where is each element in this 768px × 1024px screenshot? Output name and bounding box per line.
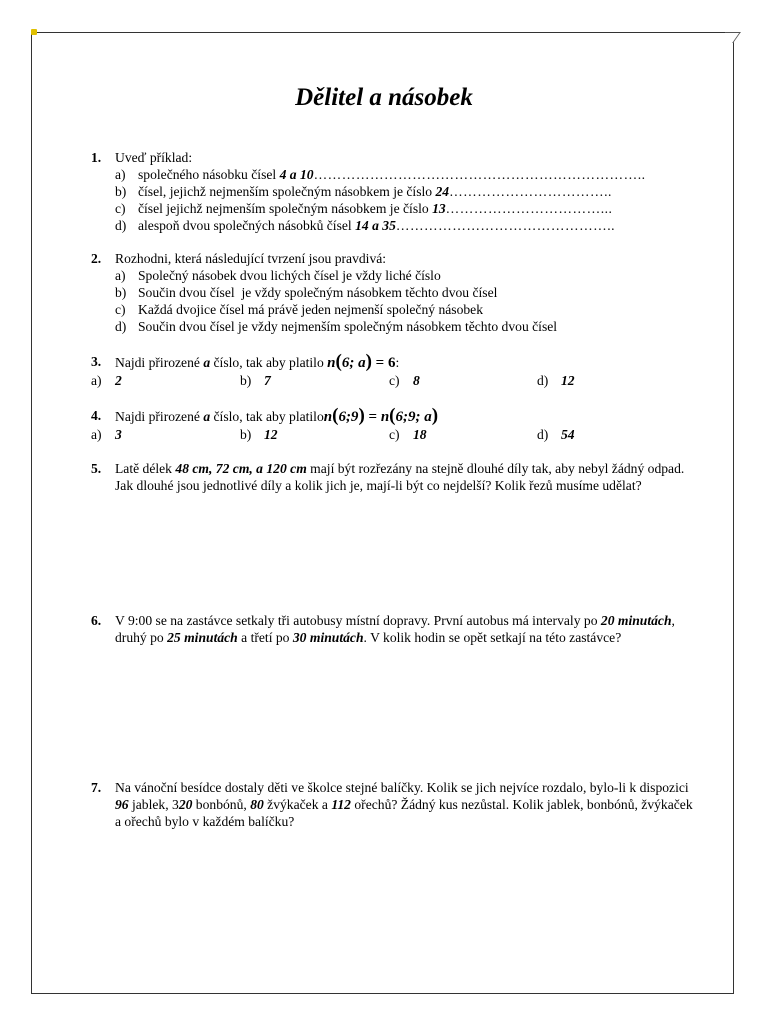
- formula: n(6;9) = n(6;9; a): [323, 405, 439, 426]
- question-text: Najdi přirozené a číslo, tak aby platilon(6;9) = n(6;9; a): [115, 405, 439, 426]
- option-a: a) Společný násobek dvou lichých čísel je vždy liché číslo: [115, 268, 441, 283]
- answer-b: b) 12: [240, 427, 278, 442]
- answer-a: a) 3: [91, 427, 122, 442]
- question-text: Rozhodni, která následující tvrzení jsou pravdivá:: [115, 251, 387, 266]
- answer-d: d) 12: [537, 373, 575, 388]
- question-text: Na vánoční besídce dostaly děti ve školce stejné balíčky. Kolik se jich nejvíce rozdalo, bylo-li k dispozici 96 jablek, 320 bonbónů, 80 žvýkaček a 112 ořechů? Žádný kus nezůstal. Kolik jablek, bonbónů, žvýkaček a ořechů bylo v každém balíčku?: [115, 780, 693, 829]
- question-number: 4.: [91, 408, 102, 423]
- answer-d: d) 54: [537, 427, 575, 442]
- question-number: 5.: [91, 461, 102, 476]
- answer-b: b) 7: [240, 373, 271, 388]
- answer-a: a) 2: [91, 373, 122, 388]
- question-text: Uveď příklad:: [115, 150, 193, 165]
- option-b: b) Součin dvou čísel je vždy společným násobkem těchto dvou čísel: [115, 285, 498, 300]
- page-title: Dělitel a násobek: [295, 84, 473, 111]
- question-number: 3.: [91, 354, 102, 369]
- question-number: 2.: [91, 251, 102, 266]
- question-number: 1.: [91, 150, 102, 165]
- option-d: d) alespoň dvou společných násobků čísel 14 a 35………………………………………..: [115, 218, 616, 233]
- question-number: 7.: [91, 780, 102, 795]
- corner-marker-icon: [31, 29, 37, 35]
- option-a: a) společného násobku čísel 4 a 10……………………………………………………………..: [115, 167, 646, 182]
- question-number: 6.: [91, 613, 102, 628]
- formula: n(6; a) = 6: [327, 351, 396, 372]
- question-text: V 9:00 se na zastávce setkaly tři autobusy místní dopravy. První autobus má intervaly po 20 minutách, druhý po 25 minutách a třetí po 30 minutách. V kolik hodin se opět setkají na této zastávce?: [115, 613, 675, 645]
- option-b: b) čísel, jejichž nejmenším společným násobkem je číslo 24……………………………..: [115, 184, 612, 199]
- answer-c: c) 18: [389, 427, 427, 442]
- question-text: Najdi přirozené a číslo, tak aby platilo n(6; a) = 6:: [115, 351, 400, 372]
- question-text: Latě délek 48 cm, 72 cm, a 120 cm mají být rozřezány na stejně dlouhé díly tak, aby nebyl žádný odpad. Jak dlouhé jsou jednotlivé díly a kolik jich je, mají-li být co nejdelší? Kolik řezů musíme udělat?: [115, 461, 685, 493]
- option-c: c) čísel jejichž nejmenším společným násobkem je číslo 13……………………………...: [115, 201, 613, 216]
- answer-c: c) 8: [389, 373, 420, 388]
- option-d: d) Součin dvou čísel je vždy nejmenším společným násobkem těchto dvou čísel: [115, 319, 558, 334]
- option-c: c) Každá dvojice čísel má právě jeden nejmenší společný násobek: [115, 302, 484, 317]
